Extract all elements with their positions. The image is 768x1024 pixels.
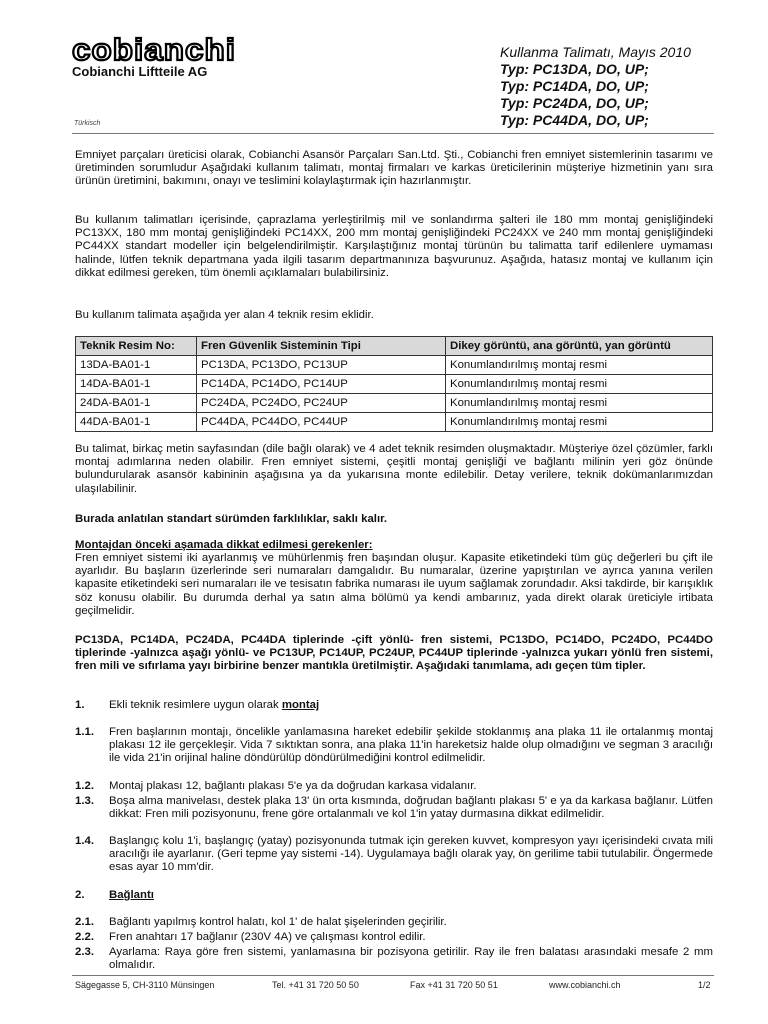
item-text: Ayarlama: Raya göre fren sistemi, yanlamasına bir pozisyona getirilir. Ray ile fren balatası arasındaki mesafe 2 mm olmalıdır. (109, 946, 713, 972)
type-line: Typ: PC24DA, DO, UP; (500, 95, 649, 111)
item-number: 2.1. (75, 916, 94, 928)
table-cell: 24DA-BA01-1 (76, 394, 197, 413)
composition-paragraph: Bu talimat, birkaç metin sayfasından (dile bağlı olarak) ve 4 adet teknik resimden oluşmaktadır. Müşteriye özel çözümler, farklı montaj adımlarına neden olabilir. Fren emniyet sistemi, çeşitli montaj genişliği ve bağlantı milinin yeri göz önünde bulundurularak asansör kabininin aşağısına ya da yukarısına monte edilebilir. Detay verilere, teknik dokümanlarımızdan ulaşılabilinir. (75, 443, 713, 495)
footer-website: www.cobianchi.ch (549, 980, 621, 990)
item-text: Fren başlarının montajı, öncelikle yanlamasına hareket edebilir şekilde stoklanmış ana plaka 11 ile ortalanmış montaj plakası 12 ile gerçekleşir. Vida 7 sıktıktan sonra, ana plaka 11'in hareketsiz halde olup olmadığını ve segman 3 aracılığı ile vida 21'in orijinal haline döndürülüp döndürülmediğini kontrol edilmelidir. (109, 726, 713, 765)
item-number: 1.3. (75, 795, 94, 807)
date-line: Kullanma Talimatı, Mayıs 2010 (500, 44, 691, 60)
types-paragraph: PC13DA, PC14DA, PC24DA, PC44DA tiplerinde -çift yönlü- fren sistemi, PC13DO, PC14DO, PC24DO, PC44DO tiplerinde -yalnızca aşağı yönlü- ve PC13UP, PC14UP, PC24UP, PC44UP tiplerinde -yalnızca yukarı yönlü fren sistemi, fren mili ve sıfırlama yayı birbirine benzer mantıkla üretilmiştir. Aşağıdaki tanımlama, adı geçen tüm tipler. (75, 634, 713, 673)
item-text: Fren anahtarı 17 bağlanır (230V 4A) ve çalışması kontrol edilir. (109, 931, 426, 943)
column-header: Teknik Resim No: (76, 337, 197, 356)
table-cell: 14DA-BA01-1 (76, 375, 197, 394)
table-cell: Konumlandırılmış montaj resmi (446, 375, 713, 394)
table-cell: PC24DA, PC24DO, PC24UP (197, 394, 446, 413)
section-2-title: Bağlantı (109, 889, 154, 901)
type-line: Typ: PC14DA, DO, UP; (500, 78, 649, 94)
type-line: Typ: PC44DA, DO, UP; (500, 112, 649, 128)
table-row (76, 375, 713, 394)
svg-text:cobianchi: cobianchi (72, 34, 236, 64)
footer-address: Sägegasse 5, CH-3110 Münsingen (75, 980, 215, 990)
item-text: Boşa alma manivelası, destek plaka 13' ün orta kısmında, doğrudan bağlantı plakası 5' e ya da karkasa bağlanır. Lütfen dikkat: Fren mili pozisyonunu, frene göre ortalanmalı ve kol 1'in yatay durmasına dikkat edilmelidir. (109, 795, 713, 821)
pre-assembly-heading: Montajdan önceki aşamada dikkat edilmesi gerekenler: (75, 539, 373, 551)
column-header: Dikey görüntü, ana görüntü, yan görüntü (446, 337, 713, 356)
item-number: 1.2. (75, 780, 94, 792)
item-number: 2.2. (75, 931, 94, 943)
item-text: Montaj plakası 12, bağlantı plakası 5'e ya da doğrudan karkasa vidalanır. (109, 780, 477, 792)
table-header-row (76, 337, 713, 356)
intro-paragraph: Emniyet parçaları üreticisi olarak, Cobianchi Asansör Parçaları San.Ltd. Şti., Cobianchi fren emniyet sistemlerinin tasarımı ve üretiminden sorumludur Aşağıdaki kullanım talimatı, montaj firmaları ve karkas üreticilerinin müşteriye hizmetinin yanı sıra ürünün üretimini, bakımını, onayı ve teslimini kolaylaştırmak için hazırlanmıştır. (75, 149, 713, 188)
table-row (76, 394, 713, 413)
footer-divider (72, 975, 714, 976)
scope-paragraph: Bu kullanım talimatları içerisinde, çaprazlama yerleştirilmiş mil ve sonlandırma şalteri ile 180 mm montaj genişliğindeki PC13XX, 180 mm montaj genişliğindeki PC14XX, 200 mm montaj genişliğindeki PC24XX ve 240 mm montaj genişliğindeki PC44XX standart modeller için belgelendirilmiştir. Karşılaştığınız montaj türünün bu talimatta tarif edilenlere uymaması halinde, lütfen teknik departmana yada ilgili tasarım departmanınıza başvurunuz. Aşağıda, hatasız montaj ve kullanım için dikkat edilmesi gereken, tüm önemli açıklamaları bulabilirsiniz. (75, 214, 713, 279)
footer-fax: Fax +41 31 720 50 51 (410, 980, 498, 990)
header-divider (72, 133, 714, 134)
cobianchi-logo (72, 34, 238, 64)
column-header: Fren Güvenlik Sisteminin Tipi (197, 337, 446, 356)
drawings-intro: Bu kullanım talimata aşağıda yer alan 4 teknik resim eklidir. (75, 309, 374, 321)
table-cell: Konumlandırılmış montaj resmi (446, 394, 713, 413)
table-row (76, 413, 713, 432)
table-cell: Konumlandırılmış montaj resmi (446, 356, 713, 375)
table-cell: PC44DA, PC44DO, PC44UP (197, 413, 446, 432)
page-number: 1/2 (698, 980, 711, 990)
section-1-keyword: montaj (281, 699, 320, 711)
item-text: Başlangıç kolu 1'i, başlangıç (yatay) pozisyonunda tutmak için gereken kuvvet, kompresyon yayı içerisindeki cıvata mili aracılığı ile ayarlanır. (Geri tepme yay sistemi -14). Uygulamaya bağlı olarak yay, ön gerilime tabii tutulabilir. Öngermede esas ayar 10 mm'dir. (109, 835, 713, 874)
section-1-text: Ekli teknik resimlere uygun olarak (109, 699, 282, 711)
language-label: Türkisch (74, 120, 101, 127)
table-cell: PC14DA, PC14DO, PC14UP (197, 375, 446, 394)
section-number: 2. (75, 889, 85, 901)
footer-phone: Tel. +41 31 720 50 50 (272, 980, 359, 990)
table-cell: PC13DA, PC13DO, PC13UP (197, 356, 446, 375)
item-number: 1.1. (75, 726, 94, 738)
section-number: 1. (75, 699, 85, 711)
table-row (76, 356, 713, 375)
type-line: Typ: PC13DA, DO, UP; (500, 61, 649, 77)
drawings-table (75, 336, 713, 432)
company-name: Cobianchi Liftteile AG (72, 64, 208, 79)
item-number: 2.3. (75, 946, 94, 958)
pre-assembly-paragraph: Fren emniyet sistemi iki ayarlanmış ve mühürlenmiş fren başından oluşur. Kapasite etiketindeki tüm güç değerleri bu çift ile ayarlıdır. Bu başların üzerlerinde seri numaraları damgalıdır. Bu numaralar, üzerine yapıştırılan ve ayrıca yanına verilen kapasite etiketindeki seri numaraları ile ve tesisatın fabrika numarası ile uyum sağlamak zorundadır. Aksi takdirde, bir karışıklık söz konusu olabilir. Bu durumda derhal ya satın alma bölümü ya kendi ambarınız, yada direkt olarak üreticiyle irtibata geçilmelidir. (75, 552, 713, 617)
item-number: 1.4. (75, 835, 94, 847)
document-header-info (500, 44, 720, 129)
item-text: Bağlantı yapılmış kontrol halatı, kol 1' de halat şişelerinden geçirilir. (109, 916, 447, 928)
table-cell: 44DA-BA01-1 (76, 413, 197, 432)
reserve-note: Burada anlatılan standart sürümden farklılıklar, saklı kalır. (75, 513, 388, 525)
table-cell: 13DA-BA01-1 (76, 356, 197, 375)
table-cell: Konumlandırılmış montaj resmi (446, 413, 713, 432)
